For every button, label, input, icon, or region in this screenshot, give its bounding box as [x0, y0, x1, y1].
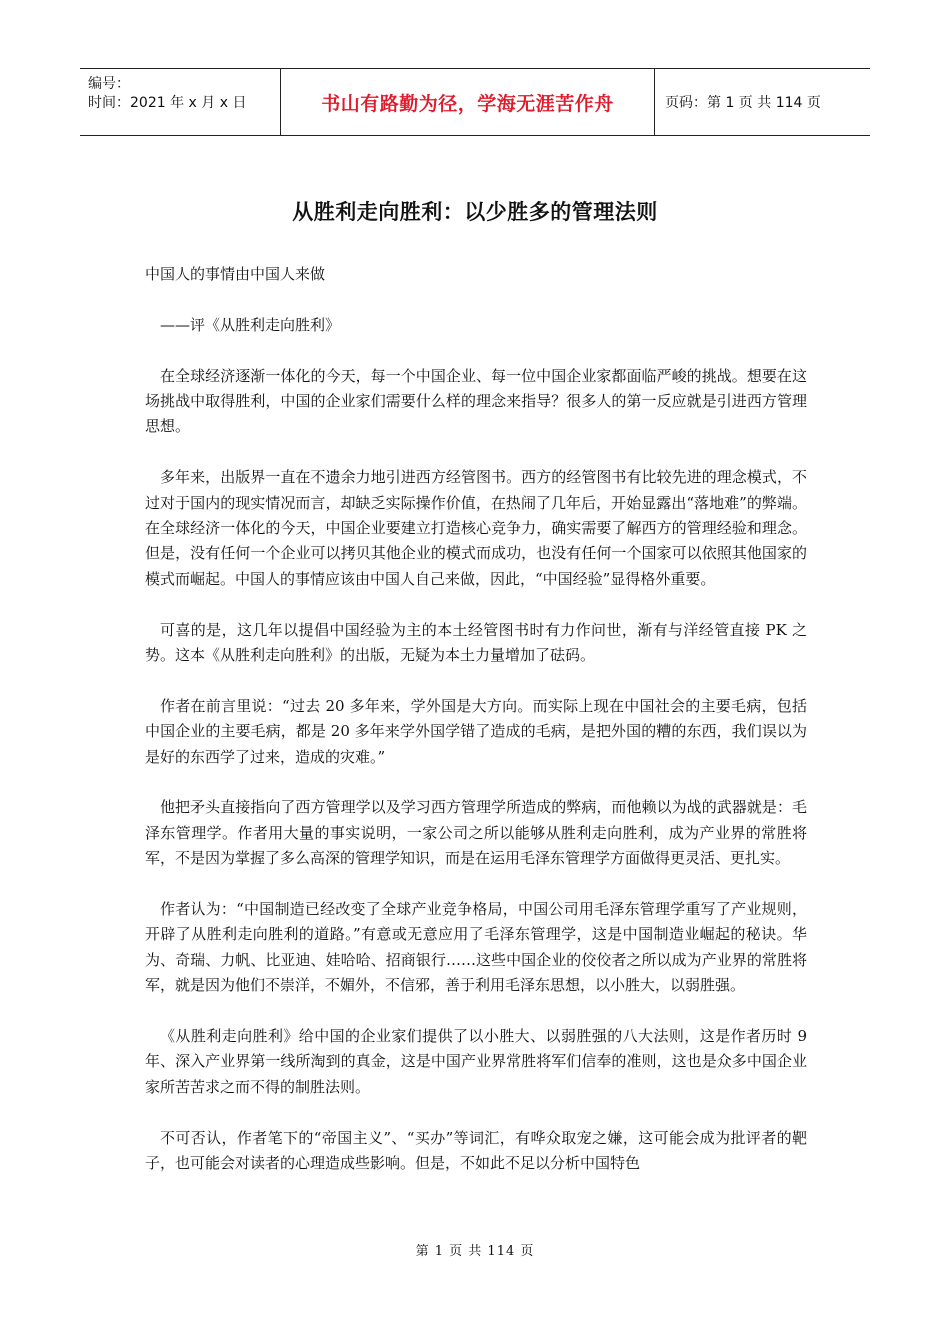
serial-number-label: 编号： — [88, 76, 130, 92]
paragraph: 在全球经济逐渐一体化的今天，每一个中国企业、每一位中国企业家都面临严峻的挑战。想要在这场挑战中取得胜利，中国的企业家们需要什么样的理念来指导？很多人的第一反应就是引进西方管理思想。 — [145, 366, 807, 436]
paragraph: 多年来，出版界一直在不遗余力地引进西方经管图书。西方的经管图书有比较先进的理念模式，不过对于国内的现实情况而言，却缺乏实际操作价值，在热闹了几年后，开始显露出“落地难”的弊端。在全球经济一体化的今天，中国企业要建立打造核心竞争力，确实需要了解西方的管理经验和理念。但是，没有任何一个企业可以拷贝其他企业的模式而成功，也没有任何一个国家可以依照其他国家的模式而崛起。中国人的事情应该由中国人自己来做，因此，“中国经验”显得格外重要。 — [145, 468, 807, 588]
paragraph: 可喜的是，这几年以提倡中国经验为主的本土经管图书时有力作问世，渐有与洋经管直接 PK 之势。这本《从胜利走向胜利》的出版，无疑为本土力量增加了砝码。 — [145, 620, 807, 665]
page-number-info: 页码：第 1 页 共 114 页 — [665, 95, 821, 111]
header-table — [80, 68, 870, 136]
date-line: 时间：2021 年 x 月 x 日 — [88, 95, 247, 111]
header-meta-cell — [80, 69, 280, 135]
document-body — [145, 262, 807, 1202]
page-footer: 第 1 页 共 114 页 — [415, 1244, 535, 1259]
document-title: 从胜利走向胜利：以少胜多的管理法则 — [292, 200, 658, 224]
paragraph: 不可否认，作者笔下的“帝国主义”、“买办”等词汇，有哗众取宠之嫌，这可能会成为批评者的靶子，也可能会对读者的心理造成些影响。但是，不如此不足以分析中国特色 — [145, 1128, 807, 1173]
paragraph: 作者在前言里说：“过去 20 多年来，学外国是大方向。而实际上现在中国社会的主要毛病，包括中国企业的主要毛病，都是 20 多年来学外国学错了造成的毛病，是把外国的糟的东西，我们误以为是好的东西学了过来，造成的灾难。” — [145, 696, 807, 766]
subtitle: 中国人的事情由中国人来做 — [145, 265, 326, 283]
paragraph: 《从胜利走向胜利》给中国的企业家们提供了以小胜大、以弱胜强的八大法则，这是作者历时 9 年、深入产业界第一线所淘到的真金，这是中国产业界常胜将军们信奉的准则，这也是众多中国企业家所苦苦求之而不得的制胜法则。 — [145, 1027, 807, 1096]
paragraph: 作者认为：“中国制造已经改变了全球产业竞争格局，中国公司用毛泽东管理学重写了产业规则，开辟了从胜利走向胜利的道路。”有意或无意应用了毛泽东管理学，这是中国制造业崛起的秘诀。华为、奇瑞、力帆、比亚迪、娃哈哈、招商银行……这些中国企业的佼佼者之所以成为产业界的常胜将军，就是因为他们不崇洋，不媚外，不信邪，善于利用毛泽东思想，以小胜大，以弱胜强。 — [145, 900, 807, 995]
motto-text: 书山有路勤为径，学海无涯苦作舟 — [321, 92, 614, 115]
header-page-cell — [655, 69, 870, 135]
header-motto-cell — [280, 69, 655, 135]
review-line: ——评《从胜利走向胜利》 — [160, 315, 341, 334]
paragraph: 他把矛头直接指向了西方管理学以及学习西方管理学所造成的弊病，而他赖以为战的武器就是：毛泽东管理学。作者用大量的事实说明，一家公司之所以能够从胜利走向胜利，成为产业界的常胜将军，不是因为掌握了多么高深的管理学知识，而是在运用毛泽东管理学方面做得更灵活、更扎实。 — [145, 798, 807, 868]
